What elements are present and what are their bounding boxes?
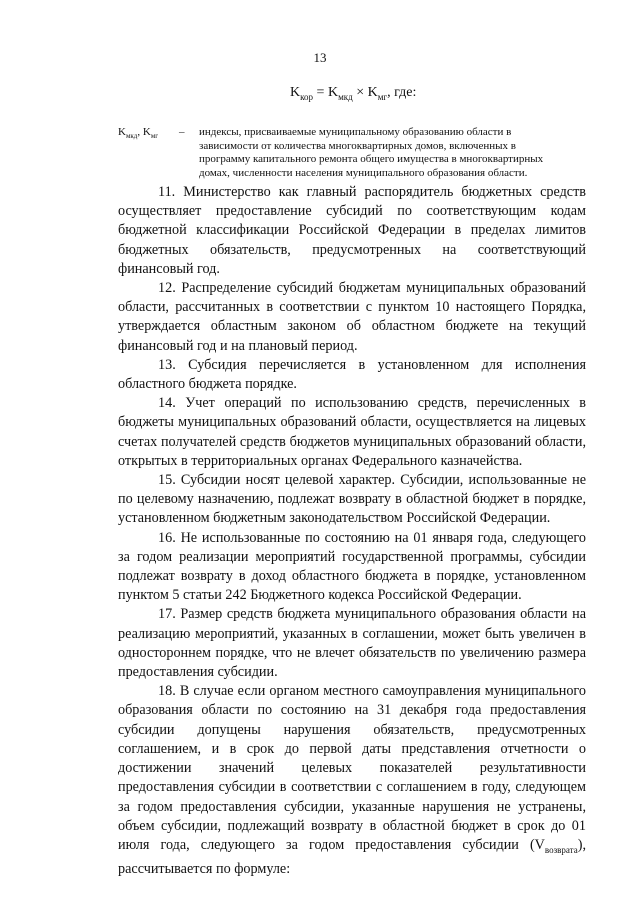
legend-symbol-k: , K <box>137 126 151 138</box>
paragraph-12: 12. Распределение субсидий бюджетам муниципальных образований области, рассчитанных в соответствии с пунктом 10 настоящего Порядка, утверждается областным законом об областном бюджете на текущий финансовый год и на плановый период. <box>118 280 586 354</box>
formula-tail: , где: <box>387 85 417 100</box>
legend-symbol <box>118 126 158 144</box>
paragraph-14: 14. Учет операций по использованию средств, перечисленных в бюджеты муниципальных образований области, осуществляется на лицевых счетах получателей средств бюджетов муниципальных образований области, открытых в территориальных органах Федерального казначейства. <box>118 395 586 469</box>
page-number: 13 <box>313 50 327 65</box>
formula-symbol: × K <box>352 85 378 100</box>
formula-kkor <box>290 85 416 102</box>
paragraph-18-text: 18. В случае если органом местного самоуправления муниципального образования области по состоянию на 31 декабря года предоставления субсидии допущены нарушения обязательств, предусмотренных соглашением, и в срок до первой даты представления отчетности о достижении значений целевых показателей результативности предоставления субсидии в соответствии с соглашением в году, следующем за годом предоставления субсидии, указанные нарушения не устранены, объем субсидии, подлежащий возврату в областной бюджет в срок до 01 июля года, следующего за годом предоставления субсидии (V <box>118 683 586 853</box>
formula-legend <box>118 126 598 180</box>
formula-subscript: кор <box>300 91 314 102</box>
paragraph-16: 16. Не использованные по состоянию на 01 января года, следующего за годом реализации мероприятий государственной программы, субсидии подлежат возврату в доход областного бюджета в порядке, установленном пунктом 5 статьи 242 Бюджетного кодекса Российской Федерации. <box>118 529 586 604</box>
paragraph-18-subscript: возврата <box>544 844 578 855</box>
paragraph-13: 13. Субсидия перечисляется в установленном для исполнения областного бюджета порядке. <box>118 356 586 393</box>
paragraph-17: 17. Размер средств бюджета муниципального образования области на реализацию мероприятий, указанных в соглашении, может быть увеличен в одностороннем порядке, что не влечет обязательств по увеличению размера предоставления субсидии. <box>118 606 586 681</box>
legend-subscript: мкд <box>125 132 138 141</box>
formula-symbol: = K <box>313 85 339 100</box>
legend-description: индексы, присваиваемые муниципальному образованию области в зависимости от количества многоквартирных домов, включенных в программу капитального ремонта общего имущества в многоквартирных домах, численности населения муниципального образования области. <box>199 126 544 179</box>
formula-symbol: K <box>290 85 301 100</box>
paragraph-15: 15. Субсидии носят целевой характер. Субсидии, использованные не по целевому назначению, подлежат возврату в областной бюджет в порядке, установленном бюджетным законодательством Российской Федерации. <box>118 472 586 527</box>
legend-symbol-k: K <box>118 126 126 138</box>
legend-subscript: мг <box>150 132 159 141</box>
paragraph-18 <box>118 682 586 879</box>
formula-subscript: мг <box>377 91 388 102</box>
legend-dash: – <box>179 126 185 138</box>
formula-subscript: мкд <box>338 91 353 102</box>
document-body <box>118 183 586 879</box>
paragraph-18-tail: ), рассчитывается по формуле: <box>118 836 586 877</box>
paragraph-11: 11. Министерство как главный распорядитель бюджетных средств осуществляет предоставление субсидий по соответствующим кодам бюджетной классификации Российской Федерации в пределах лимитов бюджетных обязательств, предусмотренных на соответствующий финансовый год. <box>118 184 586 277</box>
